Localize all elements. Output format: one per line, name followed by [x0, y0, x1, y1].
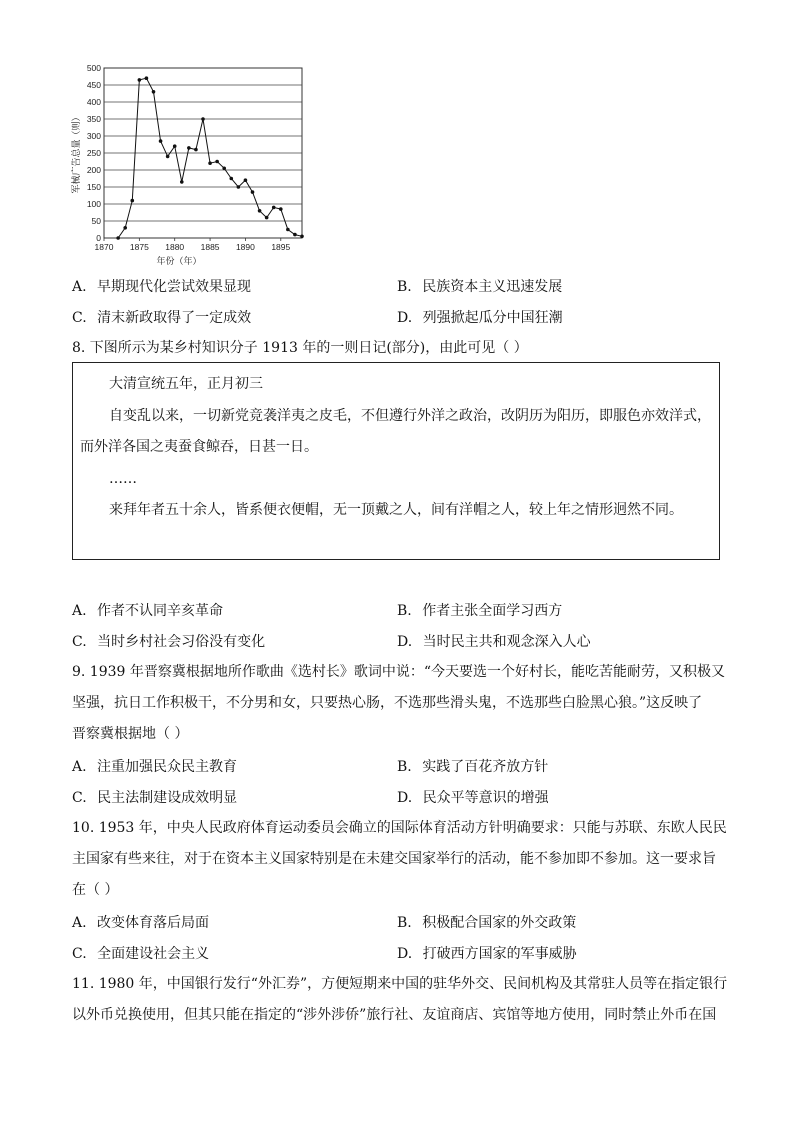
q9-option-c[interactable]: [72, 787, 237, 807]
option-text: 民众平等意识的增强: [422, 790, 549, 806]
option-label: C.: [72, 946, 87, 962]
data-point: [258, 209, 262, 213]
q10-option-a[interactable]: [72, 912, 209, 932]
option-label: C.: [72, 310, 87, 326]
option-text: 作者不认同辛亥革命: [97, 603, 224, 619]
x-tick-label: 1870: [94, 242, 114, 252]
q10-stem-line-1: 10. 1953 年，中央人民政府体育运动委员会确立的国际体育活动方针明确要求：只能与苏联、东欧人民民: [72, 820, 727, 836]
line-chart: [70, 62, 310, 267]
diary-ellipsis: ……: [109, 471, 137, 487]
q7-option-b[interactable]: [397, 276, 562, 296]
y-tick-label: 150: [86, 182, 101, 192]
option-text: 清末新政取得了一定成效: [97, 310, 252, 326]
option-label: C.: [72, 634, 87, 650]
data-point: [123, 226, 127, 230]
x-axis-label: 年份（年）: [156, 256, 202, 266]
option-text: 作者主张全面学习西方: [422, 603, 563, 619]
data-point: [215, 160, 219, 164]
option-label: A.: [72, 915, 87, 931]
option-text: 当时民主共和观念深入人心: [422, 634, 591, 650]
q10-option-c[interactable]: [72, 943, 209, 963]
q9-option-a[interactable]: [72, 756, 237, 776]
q9-option-d[interactable]: [397, 787, 549, 807]
option-text: 打破西方国家的军事威胁: [422, 946, 577, 962]
q8-option-d[interactable]: [397, 631, 591, 651]
y-tick-label: 200: [86, 165, 101, 175]
option-label: C.: [72, 790, 87, 806]
x-tick-label: 1895: [271, 242, 291, 252]
ad-volume-chart: [70, 62, 310, 267]
y-tick-label: 50: [91, 216, 101, 226]
data-point: [229, 177, 233, 181]
option-label: D.: [397, 790, 413, 806]
q11-stem-line-2: 以外币兑换使用，但其只能在指定的“涉外涉侨”旅行社、友谊商店、宾馆等地方使用，同时禁止外币在国: [72, 1007, 717, 1023]
q7-option-c[interactable]: [72, 307, 251, 327]
option-label: D.: [397, 634, 413, 650]
data-point: [251, 190, 255, 194]
y-tick-label: 500: [86, 63, 101, 73]
q7-option-a[interactable]: [72, 276, 251, 296]
option-label: B.: [397, 915, 412, 931]
option-text: 当时乡村社会习俗没有变化: [97, 634, 266, 650]
option-text: 列强掀起瓜分中国狂潮: [422, 310, 563, 326]
option-text: 全面建设社会主义: [97, 946, 210, 962]
y-tick-label: 100: [86, 199, 101, 209]
data-point: [173, 144, 177, 148]
diary-date: 大清宣统五年，正月初三: [109, 376, 263, 392]
data-point: [138, 78, 142, 82]
option-label: A.: [72, 603, 87, 619]
q9-stem-line-2: 坚强，抗日工作积极干，不分男和女，只要热心肠，不选那些滑头鬼，不选那些白脸黑心狼。”这反映了: [72, 695, 703, 711]
diary-paragraph-2: 来拜年者五十余人，皆系便衣便帽，无一顶戴之人，间有洋帽之人，较上年之情形迥然不同。: [109, 502, 683, 518]
option-label: A.: [72, 759, 87, 775]
diary-paragraph-1b: 而外洋各国之夷蚕食鲸吞，日甚一日。: [80, 439, 318, 455]
data-point: [286, 228, 290, 232]
data-point: [300, 235, 304, 239]
data-point: [265, 216, 269, 220]
data-point: [152, 90, 156, 94]
y-axis-label: 军械广告总量（则）: [71, 112, 81, 194]
q10-option-b[interactable]: [397, 912, 576, 932]
data-point: [293, 233, 297, 237]
y-tick-label: 400: [86, 97, 101, 107]
diary-excerpt-box: [72, 362, 720, 560]
data-point: [244, 178, 248, 182]
q8-stem: 8. 下图所示为某乡村知识分子 1913 年的一则日记(部分)，由此可见（ ）: [72, 340, 528, 356]
option-label: B.: [397, 279, 412, 295]
data-point: [222, 167, 226, 171]
option-text: 积极配合国家的外交政策: [422, 915, 577, 931]
option-label: B.: [397, 759, 412, 775]
data-point: [166, 155, 170, 159]
q9-stem-line-3: 晋察冀根据地（ ）: [72, 726, 189, 742]
y-tick-label: 250: [86, 148, 101, 158]
x-tick-label: 1875: [129, 242, 149, 252]
q9-option-b[interactable]: [397, 756, 548, 776]
data-point: [145, 76, 149, 80]
q11-stem-line-1: 11. 1980 年，中国银行发行“外汇券”，方便短期来中国的驻华外交、民间机构及其常驻人员等在指定银行: [72, 976, 728, 992]
q8-option-c[interactable]: [72, 631, 265, 651]
option-text: 改变体育落后局面: [97, 915, 210, 931]
data-point: [272, 206, 276, 210]
q7-option-d[interactable]: [397, 307, 563, 327]
x-tick-label: 1880: [165, 242, 185, 252]
option-label: A.: [72, 279, 87, 295]
x-tick-label: 1890: [235, 242, 255, 252]
q10-stem-line-3: 在（ ）: [72, 882, 119, 898]
data-point: [187, 146, 191, 150]
q9-stem-line-1: 9. 1939 年晋察冀根据地所作歌曲《选村长》歌词中说：“今天要选一个好村长，能吃苦能耐劳，又积极又: [72, 664, 726, 680]
option-text: 实践了百花齐放方针: [422, 759, 549, 775]
data-point: [159, 139, 163, 143]
data-point: [180, 180, 184, 184]
diary-paragraph-1a: 自变乱以来，一切新党竞袭洋夷之皮毛，不但遵行外洋之政治，改阴历为阳历，即服色亦效洋式，: [109, 408, 711, 424]
option-label: D.: [397, 946, 413, 962]
option-text: 民族资本主义迅速发展: [422, 279, 563, 295]
data-point: [116, 236, 120, 240]
q8-option-b[interactable]: [397, 600, 562, 620]
data-point: [279, 207, 283, 211]
q8-option-a[interactable]: [72, 600, 223, 620]
y-tick-label: 300: [86, 131, 101, 141]
option-text: 民主法制建设成效明显: [97, 790, 238, 806]
data-point: [201, 117, 205, 121]
data-point: [130, 199, 134, 203]
q10-option-d[interactable]: [397, 943, 577, 963]
option-text: 注重加强民众民主教育: [97, 759, 238, 775]
data-point: [208, 161, 212, 165]
option-text: 早期现代化尝试效果显现: [97, 279, 252, 295]
data-point: [237, 185, 241, 189]
y-tick-label: 450: [86, 80, 101, 90]
option-label: B.: [397, 603, 412, 619]
data-point: [194, 148, 198, 152]
option-label: D.: [397, 310, 413, 326]
y-tick-label: 350: [86, 114, 101, 124]
x-tick-label: 1885: [200, 242, 220, 252]
q10-stem-line-2: 主国家有些来往，对于在资本主义国家特别是在未建交国家举行的活动，能不参加即不参加。这一要求旨: [72, 851, 716, 867]
y-tick-label: 0: [96, 233, 101, 243]
